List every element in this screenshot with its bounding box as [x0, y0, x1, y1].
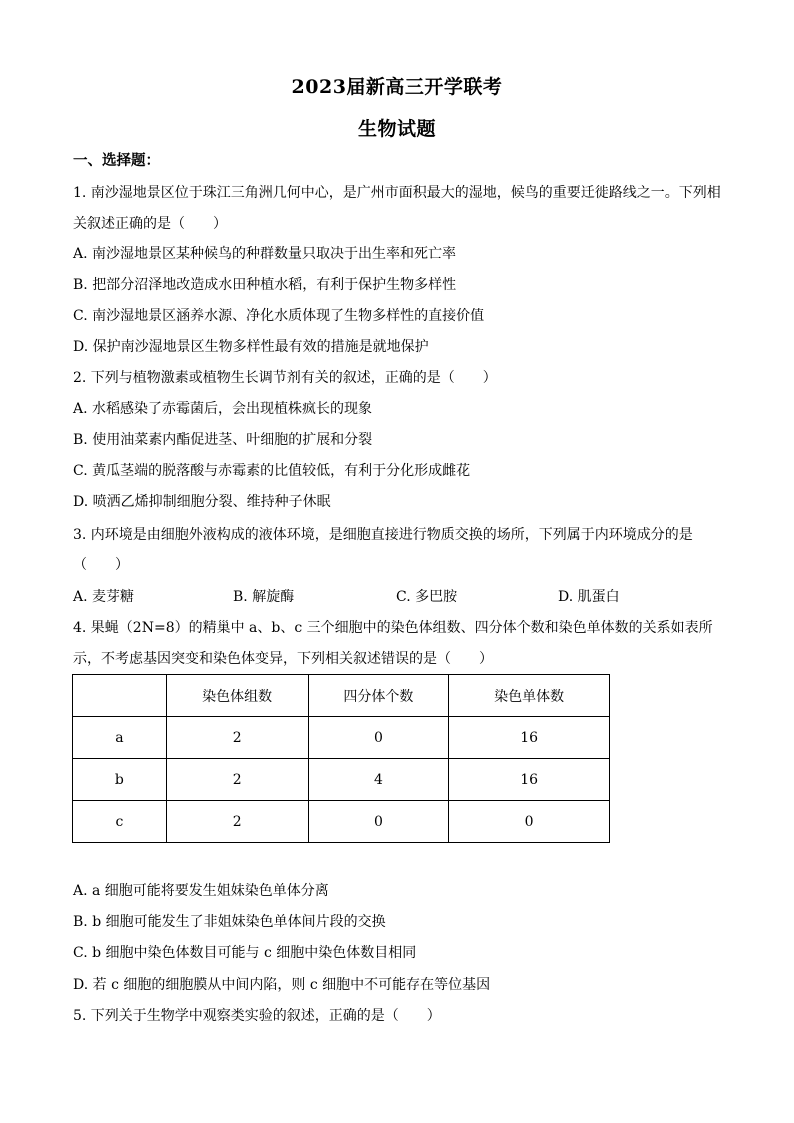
- section-heading: 一、选择题：: [73, 152, 160, 169]
- table-row: [73, 801, 610, 843]
- q3-option-c: C. 多巴胺: [396, 589, 458, 605]
- q3-stem-line2: （ ）: [73, 557, 129, 573]
- q1-stem-line1: 1. 南沙湿地景区位于珠江三角洲几何中心，是广州市面积最大的湿地，候鸟的重要迁徙路线之一。下列相: [73, 185, 721, 201]
- table-header-cell: 染色体组数: [166, 675, 308, 717]
- table-cell: 4: [308, 759, 449, 801]
- table-cell: b: [73, 759, 167, 801]
- q3-option-d: D. 肌蛋白: [558, 589, 620, 605]
- table-cell: 2: [166, 717, 308, 759]
- table-header-cell: 染色单体数: [449, 675, 610, 717]
- q4-stem-line1: 4. 果蝇（2N=8）的精巢中 a、b、c 三个细胞中的染色体组数、四分体个数和染色单体数的关系如表所: [73, 620, 713, 636]
- q3-option-a: A. 麦芽糖: [73, 589, 135, 605]
- q4-data-table: [72, 674, 610, 843]
- table-cell: 2: [166, 801, 308, 843]
- table-header-cell: [73, 675, 167, 717]
- exam-title: 2023届新高三开学联考: [291, 76, 503, 98]
- table-cell: 16: [449, 717, 610, 759]
- q1-option-c: C. 南沙湿地景区涵养水源、净化水质体现了生物多样性的直接价值: [73, 308, 485, 324]
- q4-option-b: B. b 细胞可能发生了非姐妹染色单体间片段的交换: [73, 914, 386, 930]
- table-cell: 0: [308, 801, 449, 843]
- table-row: [73, 717, 610, 759]
- q1-option-d: D. 保护南沙湿地景区生物多样性最有效的措施是就地保护: [73, 339, 429, 355]
- q4-option-d: D. 若 c 细胞的细胞膜从中间内陷，则 c 细胞中不可能存在等位基因: [73, 977, 491, 993]
- table-header-row: [73, 675, 610, 717]
- q1-stem-line2: 关叙述正确的是（ ）: [73, 216, 227, 232]
- table-cell: c: [73, 801, 167, 843]
- table-row: [73, 759, 610, 801]
- q4-stem-line2: 示，不考虑基因突变和染色体变异，下列相关叙述错误的是（ ）: [73, 651, 493, 667]
- q3-option-b: B. 解旋酶: [233, 589, 295, 605]
- table-cell: 2: [166, 759, 308, 801]
- q1-option-b: B. 把部分沼泽地改造成水田种植水稻，有利于保护生物多样性: [73, 277, 457, 293]
- q5-stem: 5. 下列关于生物学中观察类实验的叙述，正确的是（ ）: [73, 1008, 441, 1024]
- q2-option-a: A. 水稻感染了赤霉菌后，会出现植株疯长的现象: [73, 401, 373, 417]
- q2-option-d: D. 喷洒乙烯抑制细胞分裂、维持种子休眠: [73, 494, 331, 510]
- q1-option-a: A. 南沙湿地景区某种候鸟的种群数量只取决于出生率和死亡率: [73, 246, 457, 262]
- q2-option-b: B. 使用油菜素内酯促进茎、叶细胞的扩展和分裂: [73, 432, 373, 448]
- table-cell: 16: [449, 759, 610, 801]
- table-cell: 0: [449, 801, 610, 843]
- q4-option-c: C. b 细胞中染色体数目可能与 c 细胞中染色体数目相同: [73, 945, 417, 961]
- q4-option-a: A. a 细胞可能将要发生姐妹染色单体分离: [73, 883, 329, 899]
- q2-option-c: C. 黄瓜茎端的脱落酸与赤霉素的比值较低，有利于分化形成雌花: [73, 463, 471, 479]
- exam-subtitle: 生物试题: [357, 118, 436, 140]
- q3-stem-line1: 3. 内环境是由细胞外液构成的液体环境，是细胞直接进行物质交换的场所，下列属于内环境成分的是: [73, 527, 693, 543]
- table-header-cell: 四分体个数: [308, 675, 449, 717]
- table-cell: 0: [308, 717, 449, 759]
- q2-stem: 2. 下列与植物激素或植物生长调节剂有关的叙述，正确的是（ ）: [73, 370, 497, 386]
- table-cell: a: [73, 717, 167, 759]
